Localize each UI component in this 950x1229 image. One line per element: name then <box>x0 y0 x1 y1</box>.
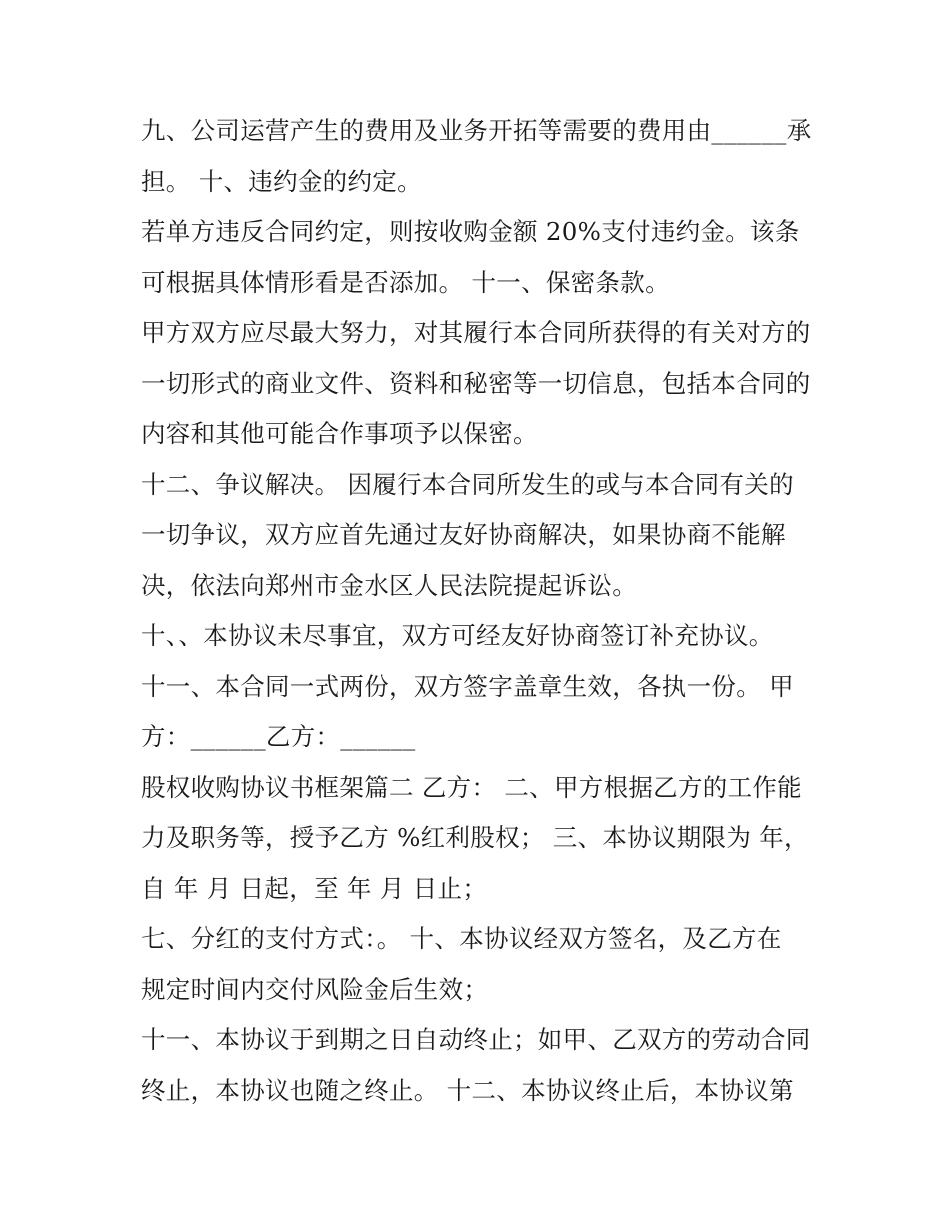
text-line: 一切形式的商业文件、资料和秘密等一切信息，包括本合同的 <box>141 368 811 398</box>
text-line: 甲方双方应尽最大努力，对其履行本合同所获得的有关对方的 <box>141 318 811 347</box>
text-line: 十一、本合同一式两份，双方签字盖章生效，各执一份。 甲 <box>141 671 794 701</box>
text-line: 十、、本协议未尽事宜，双方可经友好协商签订补充协议。 <box>141 621 774 650</box>
text-line: 自 年 月 日起，至 年 月 日止； <box>141 873 488 903</box>
text-line: 可根据具体情形看是否添加。 十一、保密条款。 <box>141 267 670 297</box>
text-line: 十一、本协议于到期之日自动终止；如甲、乙双方的劳动合同 <box>141 1025 811 1054</box>
text-line: 一切争议，双方应首先通过友好协商解决，如果协商不能解 <box>141 520 786 549</box>
text-line: 若单方违反合同约定，则按收购金额 20%支付违约金。该条 <box>141 217 800 246</box>
text-line: 九、公司运营产生的费用及业务开拓等需要的费用由______承 <box>141 116 812 145</box>
text-line: 规定时间内交付风险金后生效； <box>141 974 489 1004</box>
text-line: 股权收购协议书框架篇二 乙方： 二、甲方根据乙方的工作能 <box>141 772 802 802</box>
document-body <box>141 106 821 1116</box>
text-line: 终止，本协议也随之终止。 十二、本协议终止后，本协议第 <box>141 1075 794 1105</box>
text-line: 决，依法向郑州市金水区人民法院提起诉讼。 <box>141 570 637 600</box>
text-line: 力及职务等，授予乙方 %红利股权； 三、本协议期限为 年， <box>141 823 809 852</box>
text-line: 担。 十、违约金的约定。 <box>141 166 422 196</box>
text-line: 内容和其他可能合作事项予以保密。 <box>141 419 538 448</box>
text-line: 十二、争议解决。 因履行本合同所发生的或与本合同有关的 <box>141 469 794 499</box>
text-line: 方：______乙方：______ <box>141 722 416 751</box>
text-line: 七、分红的支付方式：。 十、本协议经双方签名，及乙方在 <box>141 924 782 953</box>
